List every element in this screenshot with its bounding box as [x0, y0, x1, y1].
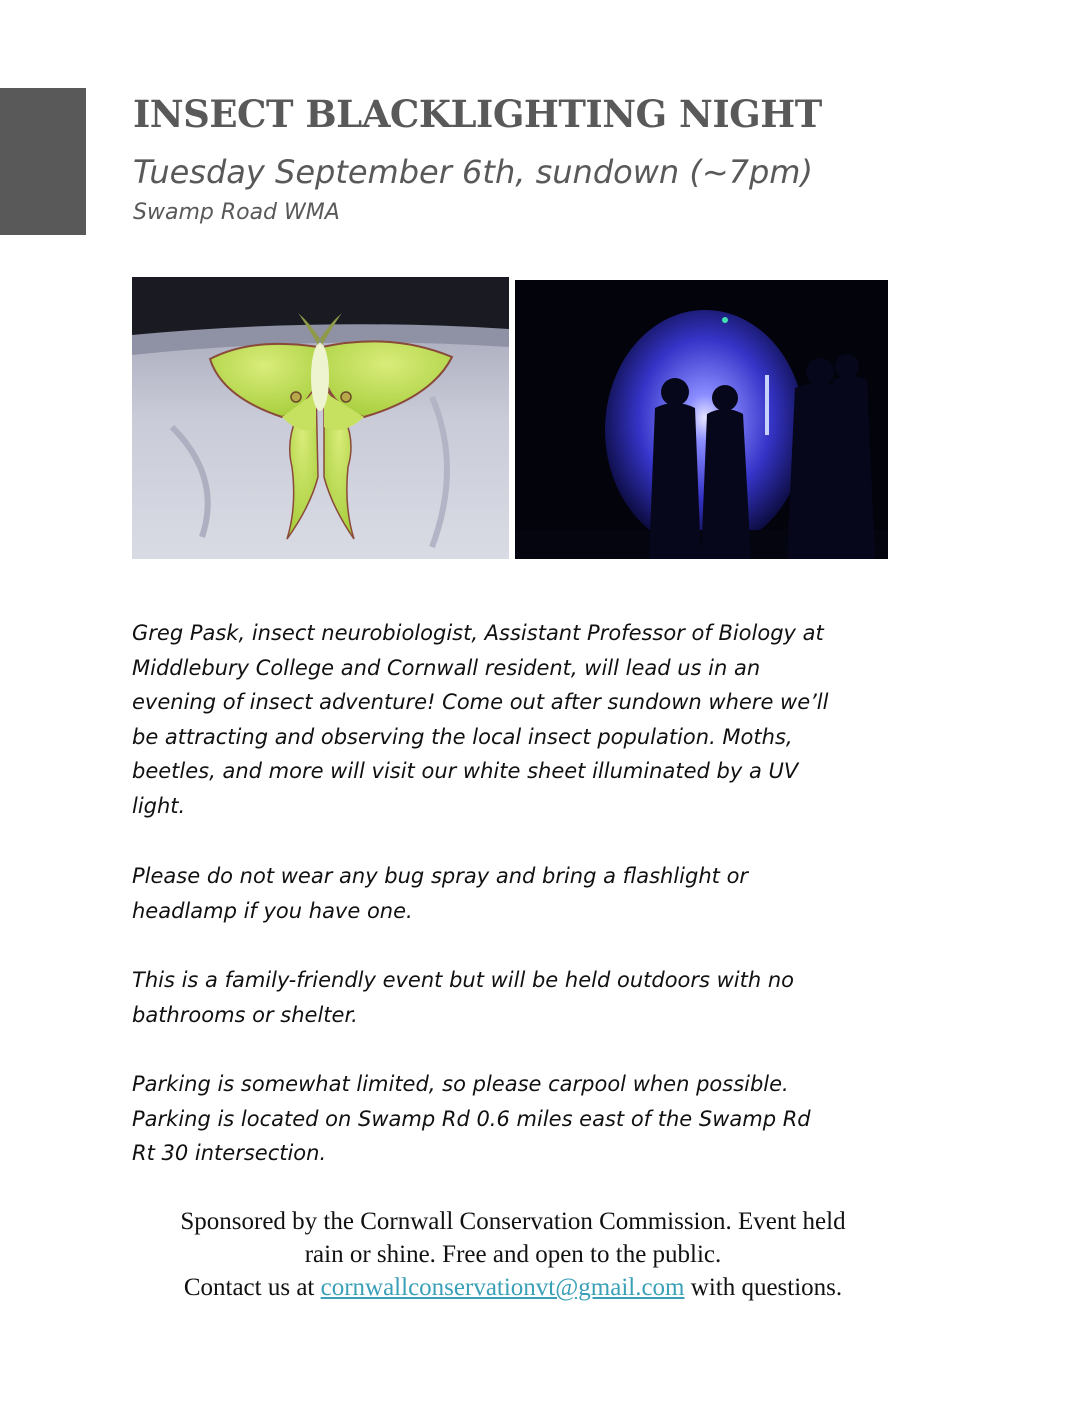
note-line: Rt 30 intersection. — [132, 1141, 327, 1165]
page-title: INSECT BLACKLIGHTING NIGHT — [133, 92, 822, 136]
blacklight-sheet-night-photo — [515, 280, 888, 559]
note-line: Parking is located on Swamp Rd 0.6 miles east of the Swamp Rd — [132, 1106, 811, 1131]
side-accent-bar — [0, 88, 86, 235]
description-line: be attracting and observing the local insect population. Moths, — [132, 724, 793, 749]
event-location: Swamp Road WMA — [133, 200, 340, 225]
note-line: Parking is somewhat limited, so please carpool when possible. — [132, 1072, 789, 1096]
contact-email-link[interactable]: cornwallconservationvt@gmail.com — [320, 1274, 685, 1301]
event-description — [132, 616, 922, 823]
footer-line-3 — [108, 1271, 918, 1304]
note-line: headlamp if you have one. — [132, 898, 413, 923]
footer-line-2: rain or shine. Free and open to the public. — [304, 1241, 722, 1268]
note-line: bathrooms or shelter. — [132, 1002, 358, 1027]
description-line: beetles, and more will visit our white sheet illuminated by a UV — [132, 759, 799, 783]
contact-prefix: Contact us at — [183, 1274, 321, 1301]
contact-suffix: with questions. — [684, 1274, 843, 1301]
sponsor-footer — [108, 1205, 918, 1304]
parking-note — [132, 1067, 922, 1171]
bug-spray-note — [132, 859, 922, 928]
description-line: evening of insect adventure! Come out after sundown where we’ll — [132, 690, 829, 714]
event-date-time: Tuesday September 6th, sundown (~7pm) — [133, 153, 813, 191]
description-line: light. — [132, 793, 186, 818]
footer-line-1: Sponsored by the Cornwall Conservation Commission. Event held — [180, 1208, 846, 1235]
luna-moth-photo — [132, 277, 509, 559]
note-line: This is a family-friendly event but will be held outdoors with no — [132, 968, 795, 992]
description-line: Middlebury College and Cornwall resident, will lead us in an — [132, 655, 761, 680]
note-line: Please do not wear any bug spray and bring a flashlight or — [132, 864, 749, 888]
family-friendly-note — [132, 963, 922, 1032]
description-line: Greg Pask, insect neurobiologist, Assistant Professor of Biology at — [132, 621, 824, 645]
